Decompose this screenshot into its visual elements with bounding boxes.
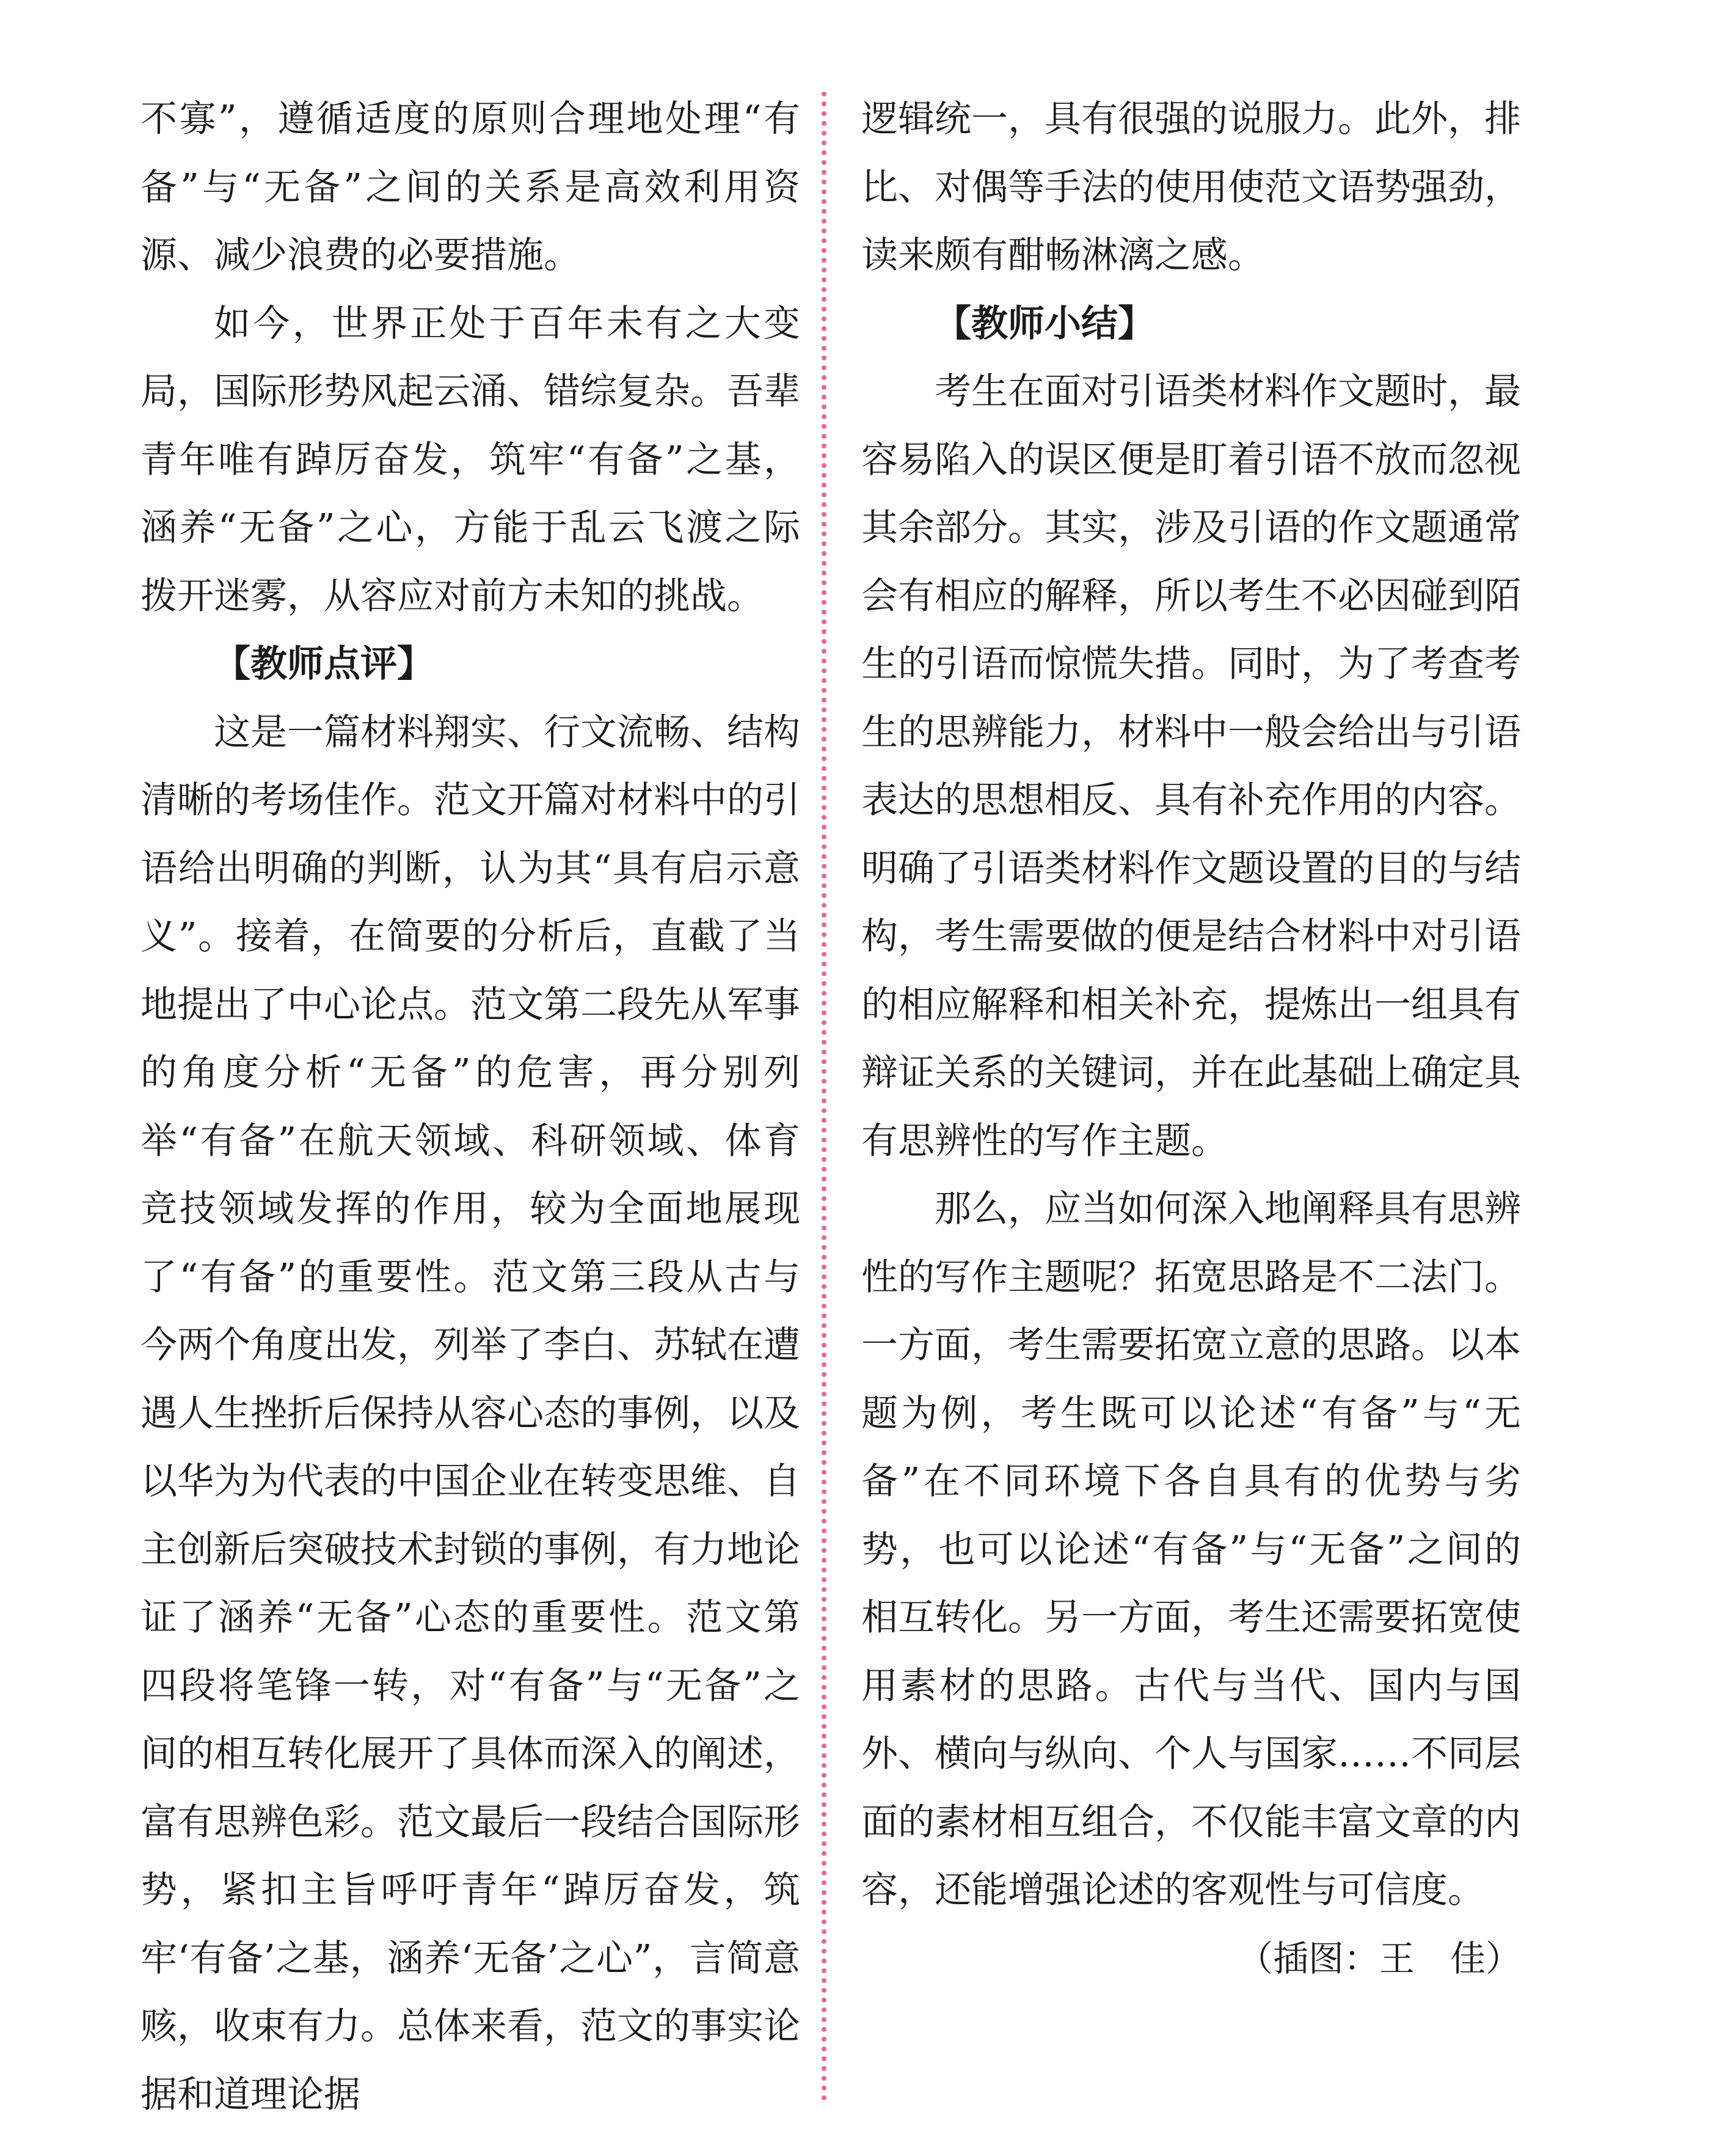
left-column [140, 86, 800, 2129]
teacher-summary-paragraph-2: 那么，应当如何深入地阐释具有思辨性的写作主题呢？拓宽思路是不二法门。一方面，考生需要拓宽立意的思路。以本题为例，考生既可以论述“有备”与“无备”在不同环境下各自具有的优势与劣势，也可以论述“有备”与“无备”之间的相互转化。另一方面，考生还需要拓宽使用素材的思路。古代与当代、国内与国外、横向与纵向、个人与国家……不同层面的素材相互组合，不仅能丰富文章的内容，还能增强论述的客观性与可信度。 [861, 1175, 1521, 1925]
teacher-comment-paragraph-continued: 逻辑统一，具有很强的说服力。此外，排比、对偶等手法的使用使范文语势强劲，读来颇有酣畅淋漓之感。 [861, 86, 1521, 290]
teacher-comment-heading: 【教师点评】 [140, 630, 800, 699]
teacher-summary-heading: 【教师小结】 [861, 290, 1521, 359]
column-divider-dotted [822, 92, 826, 2102]
teacher-summary-paragraph-1: 考生在面对引语类材料作文题时，最容易陷入的误区便是盯着引语不放而忽视其余部分。其实，涉及引语的作文题通常会有相应的解释，所以考生不必因碰到陌生的引语而惊慌失措。同时，为了考查考生的思辨能力，材料中一般会给出与引语表达的思想相反、具有补充作用的内容。明确了引语类材料作文题设置的目的与结构，考生需要做的便是结合材料中对引语的相应解释和相关补充，提炼出一组具有辩证关系的关键词，并在此基础上确定具有思辨性的写作主题。 [861, 358, 1521, 1175]
essay-closing-paragraph-continued: 不寡”，遵循适度的原则合理地处理“有备”与“无备”之间的关系是高效利用资源、减少浪费的必要措施。 [140, 86, 800, 290]
essay-final-paragraph: 如今，世界正处于百年未有之大变局，国际形势风起云涌、错综复杂。吾辈青年唯有踔厉奋发，筑牢“有备”之基，涵养“无备”之心，方能于乱云飞渡之际拨开迷雾，从容应对前方未知的挑战。 [140, 290, 800, 631]
teacher-comment-paragraph: 这是一篇材料翔实、行文流畅、结构清晰的考场佳作。范文开篇对材料中的引语给出明确的判断，认为其“具有启示意义”。接着，在简要的分析后，直截了当地提出了中心论点。范文第二段先从军事的角度分析“无备”的危害，再分别列举“有备”在航天领域、科研领域、体育竞技领域发挥的作用，较为全面地展现了“有备”的重要性。范文第三段从古与今两个角度出发，列举了李白、苏轼在遭遇人生挫折后保持从容心态的事例，以及以华为为代表的中国企业在转变思维、自主创新后突破技术封锁的事例，有力地论证了涵养“无备”心态的重要性。范文第四段将笔锋一转，对“有备”与“无备”之间的相互转化展开了具体而深入的阐述，富有思辨色彩。范文最后一段结合国际形势，紧扣主旨呼吁青年“踔厉奋发，筑牢‘有备’之基，涵养‘无备’之心”，言简意赅，收束有力。总体来看，范文的事实论据和道理论据 [140, 699, 800, 2129]
right-column [861, 86, 1521, 1993]
illustration-credit: （插图：王 佳） [861, 1925, 1521, 1993]
